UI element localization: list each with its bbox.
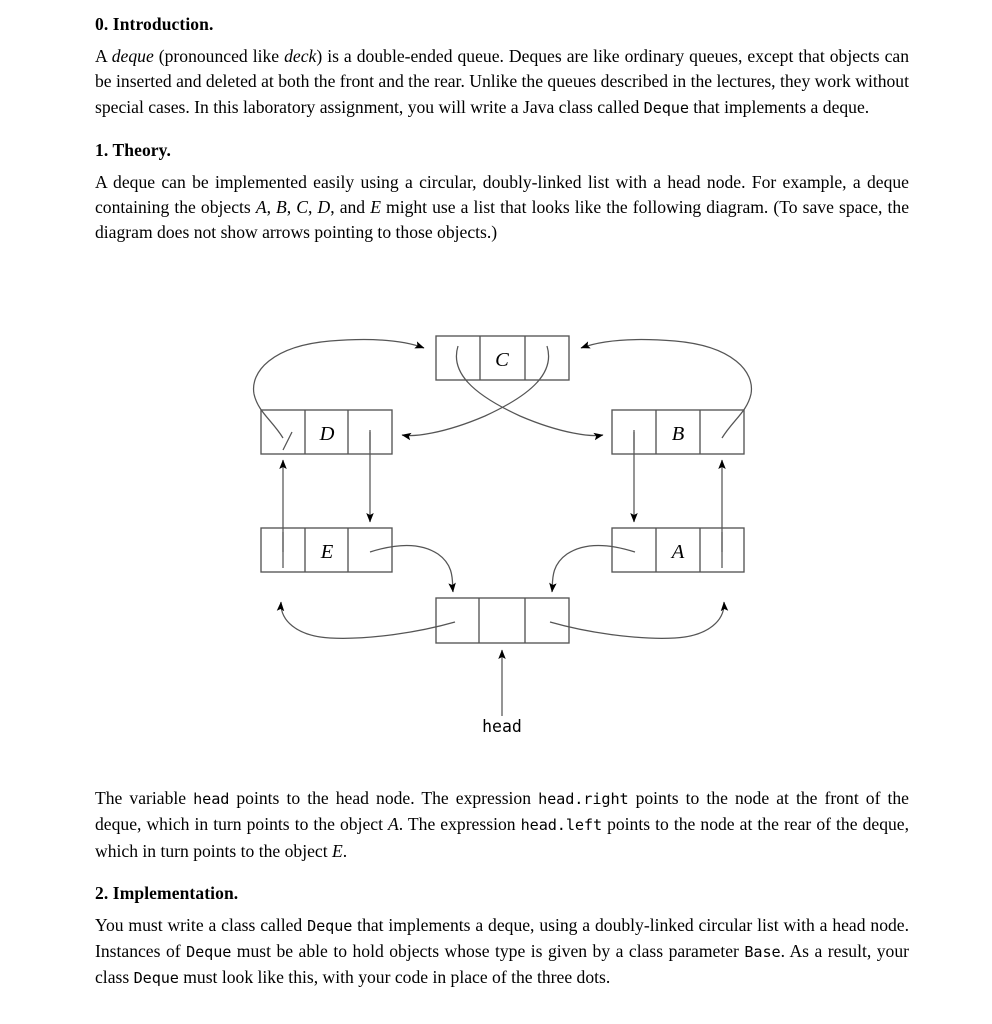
math-variable: E xyxy=(332,840,343,861)
node-label-e: E xyxy=(320,541,334,563)
emphasis-text: deque xyxy=(111,46,154,66)
body-text: , xyxy=(266,197,277,218)
math-variable: E xyxy=(370,197,381,218)
link-b-right-to-c xyxy=(581,340,751,438)
head-variable-label: head xyxy=(482,717,522,736)
body-text: The variable xyxy=(95,788,194,808)
node-label-a: A xyxy=(671,541,685,563)
code-text: Deque xyxy=(186,943,232,962)
heading-implementation: 2. Implementation. xyxy=(95,882,239,903)
body-text: . As a result, your class xyxy=(95,941,909,988)
node-label-d: D xyxy=(319,423,335,445)
link-head-left-to-e xyxy=(281,602,455,638)
body-text: (pronounced like xyxy=(153,46,285,66)
code-text: Deque xyxy=(133,969,179,988)
node-boxes xyxy=(261,336,744,643)
math-variable: C xyxy=(296,197,309,218)
paragraph-implementation xyxy=(95,913,909,992)
body-text: points to the head node. The expression xyxy=(229,788,539,808)
body-text: , and xyxy=(330,197,371,218)
body-text: A xyxy=(95,46,112,66)
node-label-b: B xyxy=(671,423,685,445)
body-text: , xyxy=(286,197,297,218)
emphasis-text: deck xyxy=(284,46,317,66)
code-text: Deque xyxy=(307,916,353,935)
pointer-links xyxy=(254,340,752,639)
body-text: You must write a class called xyxy=(95,914,308,935)
code-text: Deque xyxy=(643,98,689,117)
math-variable: A xyxy=(388,814,399,835)
body-text: ) is a double-ended queue. Deques are like ordinary queues, except that objects can be inserted and deleted at both the front and the rear. Unlike the queues described in the lectures, they work without special cases. In this laboratory assignment, you will write a Java class called xyxy=(95,46,909,117)
paragraph-theory xyxy=(95,170,909,246)
body-text: might use a list that looks like the following diagram. (To save space, the diagram does not show arrows pointing to those objects.) xyxy=(95,197,910,243)
heading-theory: 1. Theory. xyxy=(95,139,172,160)
deque-diagram-figure xyxy=(0,320,992,745)
body-text: . The expression xyxy=(398,814,521,835)
node-labels xyxy=(319,349,685,563)
code-text: head.left xyxy=(520,816,603,835)
body-text: points to the node at the front of the deque, which in turn points to the object xyxy=(95,788,909,835)
node-head-box xyxy=(436,598,569,643)
deque-linked-list-diagram xyxy=(0,320,992,745)
document-body-lower xyxy=(95,786,909,992)
paragraph-introduction xyxy=(95,44,909,121)
tail-d-left xyxy=(283,432,292,450)
link-c-right-to-d xyxy=(402,346,549,436)
math-variable: A xyxy=(255,197,267,218)
body-text: that implements a deque, using a doubly-linked circular list with a head node. Instances of xyxy=(95,914,909,962)
body-text: . xyxy=(342,840,348,861)
math-variable: B xyxy=(276,197,287,218)
body-text: must look like this, with your code in place of the three dots. xyxy=(178,967,611,988)
body-text: A deque can be implemented easily using a circular, doubly-linked list with a head node. For example, a deque containing the objects xyxy=(95,171,909,218)
node-label-c: C xyxy=(495,349,509,371)
body-text: that implements a deque. xyxy=(688,96,870,117)
link-c-left-to-b xyxy=(456,346,603,436)
paragraph-figure-explanation xyxy=(95,786,909,864)
math-variable: D xyxy=(317,197,331,218)
link-d-left-to-c xyxy=(254,340,424,438)
link-a-left-to-head xyxy=(552,546,635,593)
code-text: Base xyxy=(744,943,781,962)
body-text: must be able to hold objects whose type is given by a class parameter xyxy=(231,941,745,962)
code-text: head xyxy=(193,790,230,808)
body-text: , xyxy=(308,197,318,218)
document-body xyxy=(95,14,909,246)
code-text: head.right xyxy=(538,790,629,808)
link-e-right-to-head xyxy=(370,546,453,593)
heading-introduction: 0. Introduction. xyxy=(95,14,214,34)
body-text: points to the node at the rear of the deque, which in turn points to the object xyxy=(95,814,909,861)
link-head-right-to-a xyxy=(550,602,724,638)
